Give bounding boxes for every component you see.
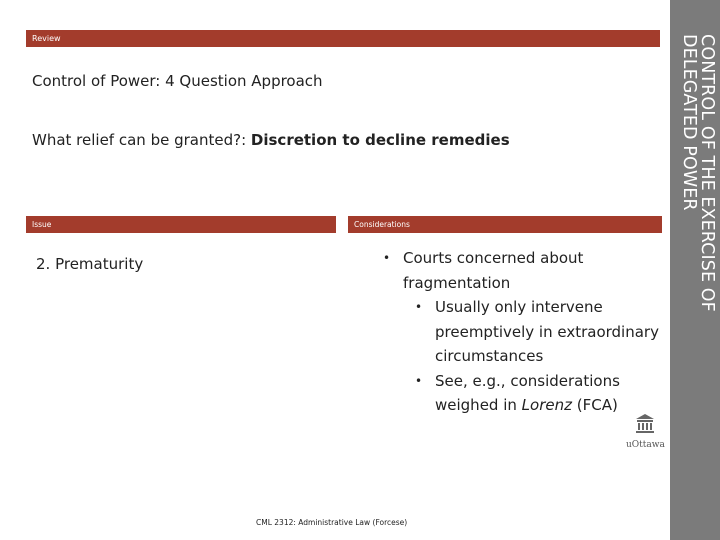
- slide-footer: CML 2312: Administrative Law (Forcese): [256, 518, 408, 527]
- bullet-icon: •: [415, 373, 423, 388]
- section-header-bar: [26, 30, 660, 47]
- considerations-list: [383, 246, 683, 418]
- considerations-column-header: [348, 216, 662, 233]
- slide-subtitle: [32, 131, 510, 149]
- building-icon: [636, 414, 654, 434]
- issue-column-header: [26, 216, 336, 233]
- bullet-icon: •: [415, 300, 423, 314]
- slide-title: Control of Power: 4 Question Approach: [32, 72, 323, 90]
- section-label: Review: [32, 34, 61, 43]
- case-text-before: See, e.g., considerations weighed in: [435, 371, 620, 414]
- issue-text: 2. Prematurity: [36, 255, 144, 273]
- case-text-after: (FCA): [571, 396, 618, 414]
- subtitle-prefix: What relief can be granted?:: [32, 131, 251, 149]
- university-logo: [624, 410, 666, 530]
- considerations-header-label: Considerations: [354, 220, 410, 229]
- sub-bullet-text: Usually only intervene preemptively in extraordinary circumstances: [435, 298, 659, 365]
- bullet-text: Courts concerned about fragmentation: [403, 249, 584, 292]
- bullet-icon: •: [383, 251, 391, 265]
- bullet-item: [383, 246, 683, 295]
- logo-wordmark: uOttawa: [626, 440, 665, 450]
- side-panel-title: CONTROL OF THE EXERCISE OF DELEGATED POWER: [679, 34, 717, 312]
- issue-header-label: Issue: [32, 220, 52, 229]
- subtitle-emphasis: Discretion to decline remedies: [250, 131, 510, 149]
- sub-bullet-text: [435, 372, 620, 415]
- sub-bullet-item: [383, 295, 683, 369]
- case-name: Lorenz: [521, 396, 572, 414]
